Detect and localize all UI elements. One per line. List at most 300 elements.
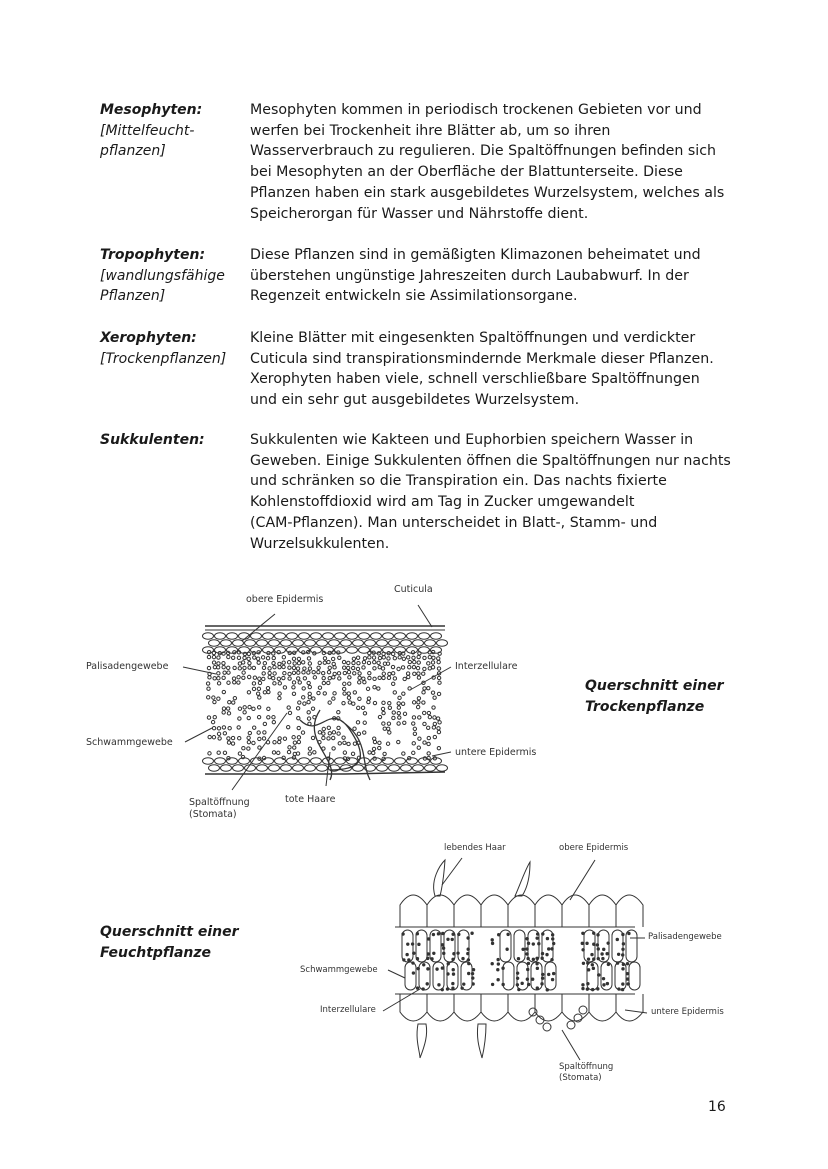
cell [431,661,434,664]
cell [361,706,364,709]
cell [292,686,295,689]
cell [203,758,214,764]
cell [373,667,376,670]
cell [387,722,390,725]
cell [441,967,443,969]
cell [551,948,553,950]
description-line: Kohlenstoffdioxid wird am Tag in Zucker umgewandelt [250,494,635,511]
cell [252,707,255,710]
cell [308,752,311,755]
cell [593,943,595,945]
cell [373,686,376,689]
cell [342,701,345,704]
cell [428,715,431,718]
cell [296,707,299,710]
cell [312,671,315,674]
cell [227,681,230,684]
cell [299,758,310,764]
cell [363,731,366,734]
cell [217,682,220,685]
cell [514,930,525,962]
cell [222,676,225,679]
cell [362,666,365,669]
cell [432,656,435,659]
cell [332,697,335,700]
cell [527,983,529,985]
cell [526,953,528,955]
cell [413,765,424,771]
label-line1: Spaltöffnung [189,797,250,808]
cell [221,640,232,646]
cell [353,727,356,730]
cell [491,942,493,944]
cell [262,672,265,675]
cell [437,933,439,935]
description-line: Xerophyten haben viele, schnell verschließbare Spaltöffnungen [250,371,700,388]
cell [257,731,260,734]
cell [397,706,400,709]
cell [413,952,415,954]
label-untere-epidermis: untere Epidermis [455,747,537,758]
cell [363,681,366,684]
description-line: und ein sehr gut ausgebildetes Wurzelsystem. [250,392,580,409]
cell [323,633,334,639]
cell [329,640,340,646]
cell [266,657,269,660]
cell [458,933,460,935]
cell [398,656,401,659]
cell [242,671,245,674]
cell [337,732,340,735]
cell [407,675,410,678]
cell [238,667,241,670]
cell [467,959,469,961]
cell [412,656,415,659]
cell [352,657,355,660]
cell [322,736,325,739]
cell [312,697,315,700]
cell [412,751,415,754]
cell [261,656,264,659]
cell [368,676,371,679]
cell [425,765,436,771]
cell [231,656,234,659]
cell [267,716,270,719]
cell [293,741,296,744]
cell [302,696,305,699]
cell [232,701,235,704]
label-interzellulare: Interzellulare [455,661,518,672]
cell [352,661,355,664]
cell [257,661,260,664]
cell [237,676,240,679]
cell [311,633,322,639]
cell [263,758,274,764]
cell [333,692,336,695]
cell [373,740,376,743]
cell [452,987,454,989]
cell [403,677,406,680]
cell [437,730,440,733]
cell [527,957,529,959]
cell [516,972,518,974]
cell [388,672,391,675]
cell [471,932,473,934]
cell [377,765,388,771]
cell [343,692,346,695]
cell [356,656,359,659]
cell [288,677,291,680]
cell [258,746,261,749]
cell [616,994,643,1021]
cell [368,751,371,754]
cell [266,686,269,689]
cell [622,948,624,950]
cell [427,736,430,739]
cell [277,751,280,754]
cell [471,972,473,974]
cell [431,958,433,960]
cell [347,696,350,699]
cell [602,977,604,979]
cell [342,736,345,739]
cell [332,731,335,734]
cell [397,711,400,714]
cell [622,954,624,956]
cell [282,656,285,659]
cell [582,932,584,934]
cell [426,726,429,729]
cell [406,953,408,955]
cell [407,943,409,945]
cell [292,671,295,674]
cell [278,696,281,699]
cell [467,948,469,950]
label-tote-haare: tote Haare [285,794,336,805]
cell [256,692,259,695]
cell [287,758,298,764]
cell [243,666,246,669]
cell [307,671,310,674]
cell [208,735,211,738]
cell [252,666,255,669]
cell [335,633,346,639]
cell [386,742,389,745]
cell [526,938,528,940]
cell [416,933,418,935]
cell [452,982,454,984]
label-line2: (Stomata) [189,809,237,820]
cell [347,647,358,653]
cell [332,662,335,665]
cell [332,747,335,750]
description-line: Regenzeit entwickeln sie Assimilationsorgane. [250,288,578,305]
cell [413,660,416,663]
cell [545,962,556,990]
cell [417,676,420,679]
cell [317,666,320,669]
cell [452,933,454,935]
cell [417,701,420,704]
cell [582,962,584,964]
cell [293,640,304,646]
cell [341,640,352,646]
cell [398,716,401,719]
cell [432,726,435,729]
cell [403,712,406,715]
cell [338,677,341,680]
cell [536,963,538,965]
cell [542,933,544,935]
description-line: Cuticula sind transpirationsmindernde Merkmale dieser Pflanzen. [250,350,714,367]
cell [293,746,296,749]
cell [243,706,246,709]
cell [403,959,405,961]
cell [436,968,438,970]
description-line: (CAM-Pflanzen). Man unterscheidet in Blatt-, Stamm- und [250,514,658,531]
cell [402,692,405,695]
cell [257,765,268,771]
cell [222,666,225,669]
cell [393,691,396,694]
cell [227,712,230,715]
cell [581,942,583,944]
cell [213,716,216,719]
cell [378,656,381,659]
description-line: Pflanzen haben ein stark ausgebildetes Wurzelsystem, welches als [250,184,725,201]
description-line: bei Mesophyten an der Oberfläche der Blattunterseite. Diese [250,164,683,181]
cell [281,765,292,771]
cell [305,765,316,771]
cell [527,942,529,944]
cell [472,977,474,979]
cell [417,697,420,700]
cell [332,676,335,679]
cell [446,988,448,990]
cell [302,687,305,690]
cell [317,640,328,646]
cell [431,666,434,669]
cell [621,988,623,990]
cell [383,727,386,730]
cell [423,741,426,744]
cell [347,692,350,695]
cell [282,665,285,668]
cell [347,670,350,673]
cell [452,958,454,960]
cell [238,737,241,740]
cell [606,952,608,954]
cell [286,725,289,728]
description-line: werfen bei Trockenheit ihre Blätter ab, um so ihren [250,122,611,139]
cell [582,984,584,986]
cell [305,640,316,646]
cell [596,944,598,946]
cell [451,938,453,940]
cell [301,731,304,734]
cell [589,994,616,1021]
cell [417,655,420,658]
cell [252,741,255,744]
cell [263,722,266,725]
cell [392,716,395,719]
cell [422,672,425,675]
cell [215,633,226,639]
cell [247,736,250,739]
cell [317,691,320,694]
cell [348,682,351,685]
cell [232,677,235,680]
cell [292,666,295,669]
cell [353,691,356,694]
cell [257,715,260,718]
cell [462,957,464,959]
caption-line1: Querschnitt einer [100,924,239,940]
cell [497,978,499,980]
cell [257,706,260,709]
label-obere-epidermis: obere Epidermis [246,594,324,605]
cell [327,660,330,663]
cell [209,640,220,646]
cell [582,987,584,989]
cell [422,711,425,714]
cell [412,722,415,725]
label-palisadengewebe-2: Palisadengewebe [648,932,722,942]
cell [207,716,210,719]
cell [562,895,589,927]
cell [541,977,543,979]
cell [393,656,396,659]
cell [222,711,225,714]
cell [622,963,624,965]
cell [372,737,375,740]
cell [297,726,300,729]
cell [387,676,390,679]
caption-line2: Trockenpflanze [585,699,705,715]
cell [322,732,325,735]
cell [382,722,385,725]
cell [307,717,310,720]
cell [272,751,275,754]
description-line: überstehen ungünstige Jahreszeiten durch Laubabwurf. In der [250,267,689,284]
cell [241,661,244,664]
cell [377,661,380,664]
cell [252,687,255,690]
cell [263,633,274,639]
cell [442,932,444,934]
cell [292,692,295,695]
cell [441,988,443,990]
cell [238,707,241,710]
cell [535,895,562,927]
cell [228,727,231,730]
cell [398,696,401,699]
cell [287,633,298,639]
cell [407,633,418,639]
cell [287,661,290,664]
cell [598,974,600,976]
cell [403,721,406,724]
cell [248,661,251,664]
cell [401,640,412,646]
cell [548,948,550,950]
cell [536,967,538,969]
cell [358,681,361,684]
label-spaltoeffnung-2 [559,1062,613,1084]
cell [247,675,250,678]
cell [405,962,416,990]
cell [508,895,535,927]
term-title: Tropophyten: [100,247,206,263]
cell [393,677,396,680]
cell [427,938,429,940]
cell [538,943,540,945]
cell [275,758,286,764]
label-cuticula: Cuticula [394,584,433,595]
cell [278,737,281,740]
cell [209,765,220,771]
cell [233,666,236,669]
cell [378,741,381,744]
cell [323,661,326,664]
cell [212,661,215,664]
cell [432,706,435,709]
cell [383,758,394,764]
cell [587,962,589,964]
cell [288,746,291,749]
cell [437,667,440,670]
cell [607,942,609,944]
cell [363,712,366,715]
cell [215,758,226,764]
cell [222,726,225,729]
cell [358,676,361,679]
cell [226,707,229,710]
cell [217,727,220,730]
cell [423,964,425,966]
cell [323,657,326,660]
cell [368,671,371,674]
cell [263,691,266,694]
cell [357,732,360,735]
cell [359,633,370,639]
cell [412,962,414,964]
cell [311,707,314,710]
cell [237,726,240,729]
cell [593,958,595,960]
cell [627,983,629,985]
cell [273,666,276,669]
cell [472,969,474,971]
cell [311,758,322,764]
cell [413,640,424,646]
cell [253,676,256,679]
cell [418,737,421,740]
cell [468,972,470,974]
cell [377,640,388,646]
cell [272,716,275,719]
cell [269,640,280,646]
cell [258,677,261,680]
cell [582,949,584,951]
cell [282,676,285,679]
dry-plant-diagram [183,605,451,790]
cell [203,633,214,639]
cell [346,666,349,669]
cell [373,660,376,663]
cell [323,692,326,695]
cell [392,682,395,685]
